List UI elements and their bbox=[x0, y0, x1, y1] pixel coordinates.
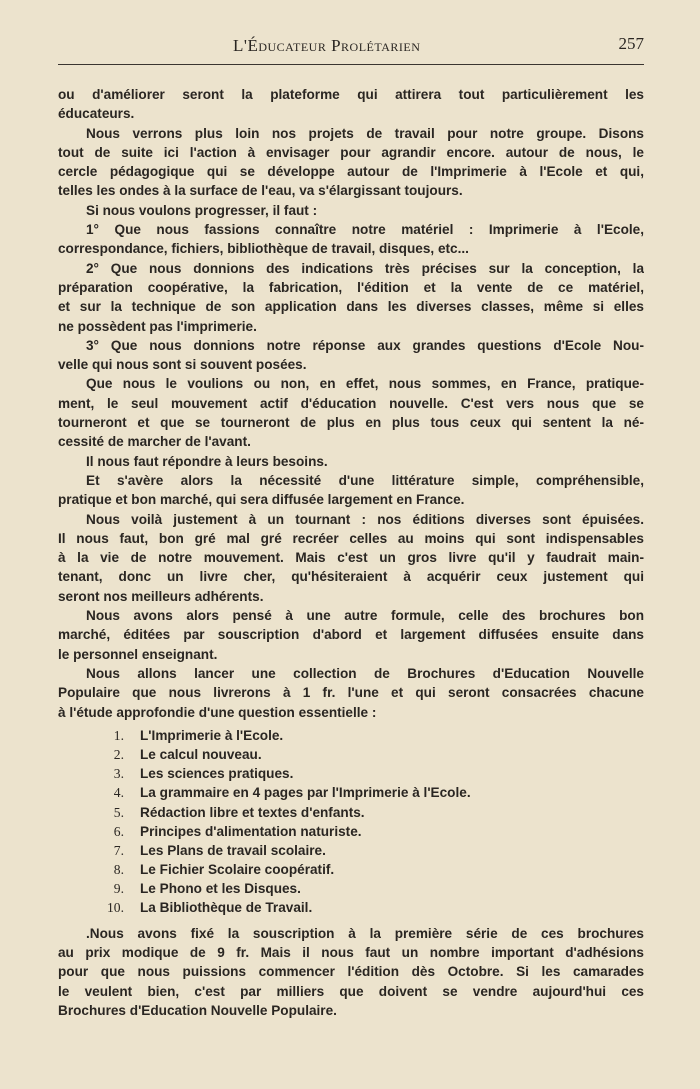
text-line: correspondance, fichiers, bibliothèque de travail, disques, etc... bbox=[58, 241, 469, 257]
text-line: Nous verrons plus loin nos projets de travail pour notre groupe. Disons bbox=[86, 125, 644, 141]
text-line: ne possèdent pas l'imprimerie. bbox=[58, 318, 257, 334]
text-line: Si nous voulons progresser, il faut : bbox=[86, 202, 318, 218]
text-line: le personnel enseignant. bbox=[58, 646, 218, 662]
paragraph bbox=[58, 201, 644, 220]
text-line: Il nous faut, bon gré mal gré recréer celles au moins qui sont indispensables bbox=[58, 530, 644, 546]
text-line: au prix modique de 9 fr. Mais il nous faut un nombre important d'adhésions bbox=[58, 944, 644, 960]
list-item-text: Le Fichier Scolaire coopératif. bbox=[140, 862, 335, 878]
paragraph bbox=[58, 374, 644, 451]
text-line: 3° Que nous donnions notre réponse aux grandes questions d'Ecole Nou- bbox=[86, 337, 644, 353]
list-item-number: 6. bbox=[113, 823, 124, 839]
text-line: à l'étude approfondie d'une question essentielle : bbox=[58, 704, 377, 720]
list-item-text: L'Imprimerie à l'Ecole. bbox=[140, 727, 284, 743]
list-item-number: 4. bbox=[113, 785, 124, 801]
paragraph bbox=[58, 664, 644, 722]
list-item-number: 5. bbox=[113, 804, 124, 820]
list-item-number: 8. bbox=[113, 862, 124, 878]
list-item bbox=[58, 726, 644, 745]
text-line: tenant, donc un livre cher, qu'hésiteraient à acquérir ceux justement qui bbox=[58, 569, 644, 585]
text-line: le veulent bien, c'est par milliers que doivent se vendre aujourd'hui ces bbox=[58, 983, 644, 999]
text-line: 2° Que nous donnions des indications très précises sur la conception, la bbox=[86, 260, 644, 276]
paragraph bbox=[58, 85, 644, 124]
list-item-number: 10. bbox=[107, 900, 124, 916]
list-item-text: Le Phono et les Disques. bbox=[140, 881, 301, 897]
page-body bbox=[58, 85, 644, 1020]
paragraph bbox=[58, 471, 644, 510]
text-line: 1° Que nous fassions connaître notre matériel : Imprimerie à l'Ecole, bbox=[86, 222, 644, 238]
list-item bbox=[58, 803, 644, 822]
numbered-list bbox=[58, 726, 644, 918]
page-header bbox=[58, 34, 644, 65]
text-line: à la vie de notre mouvement. Mais c'est un gros livre qu'il y faudrait main- bbox=[58, 550, 644, 566]
text-line: préparation coopérative, la fabrication, l'édition et la vente de ce matériel, bbox=[58, 279, 644, 295]
list-item-text: Rédaction libre et textes d'enfants. bbox=[140, 804, 365, 820]
list-item-text: Les Plans de travail scolaire. bbox=[140, 842, 326, 858]
text-line: Que nous le voulions ou non, en effet, nous sommes, en France, pratique- bbox=[86, 376, 644, 392]
list-item bbox=[58, 841, 644, 860]
list-item bbox=[58, 764, 644, 783]
page-number: 257 bbox=[618, 34, 644, 53]
text-line: tout de suite ici l'action à envisager pour agrandir encore. autour de nous, le bbox=[58, 144, 644, 160]
list-item-number: 1. bbox=[113, 727, 124, 743]
text-line: Populaire que nous livrerons à 1 fr. l'une et qui seront consacrées chacune bbox=[58, 685, 644, 701]
paragraph bbox=[58, 124, 644, 201]
text-line: et sur la technique de son application dans les diverses classes, même si elles bbox=[58, 299, 644, 315]
text-line: .Nous avons fixé la souscription à la première série de ces brochures bbox=[86, 925, 644, 941]
paragraph bbox=[58, 259, 644, 336]
text-line: Nous allons lancer une collection de Brochures d'Education Nouvelle bbox=[86, 665, 644, 681]
text-line: éducateurs. bbox=[58, 106, 135, 122]
text-line: Brochures d'Education Nouvelle Populaire. bbox=[58, 1002, 337, 1018]
list-item-text: La Bibliothèque de Travail. bbox=[140, 900, 313, 916]
list-item bbox=[58, 860, 644, 879]
text-line: velle qui nous sont si souvent posées. bbox=[58, 357, 307, 373]
list-item-number: 2. bbox=[113, 746, 124, 762]
text-line: cercle pédagogique qui se développe autour de l'Imprimerie à l'Ecole et qui, bbox=[58, 164, 644, 180]
text-line: cessité de marcher de l'avant. bbox=[58, 434, 251, 450]
list-item-number: 3. bbox=[113, 766, 124, 782]
paragraph bbox=[58, 220, 644, 259]
list-item-number: 9. bbox=[113, 881, 124, 897]
list-item-text: Les sciences pratiques. bbox=[140, 766, 294, 782]
paragraph bbox=[58, 336, 644, 375]
paragraph bbox=[58, 510, 644, 606]
text-line: Nous voilà justement à un tournant : nos éditions diverses sont épuisées. bbox=[86, 511, 644, 527]
list-item-text: La grammaire en 4 pages par l'Imprimerie à l'Ecole. bbox=[140, 785, 471, 801]
list-item bbox=[58, 783, 644, 802]
list-item-text: Le calcul nouveau. bbox=[140, 746, 262, 762]
text-line: Et s'avère alors la nécessité d'une littérature simple, compréhensible, bbox=[86, 472, 644, 488]
list-item bbox=[58, 879, 644, 898]
text-line: Nous avons alors pensé à une autre formule, celle des brochures bon bbox=[86, 608, 644, 624]
text-line: pratique et bon marché, qui sera diffusée largement en France. bbox=[58, 492, 465, 508]
text-line: ou d'améliorer seront la plateforme qui attirera tout particulièrement les bbox=[58, 87, 644, 102]
text-line: telles les ondes à la surface de l'eau, va s'élargissant toujours. bbox=[58, 183, 463, 199]
text-line: pour que nous puissions commencer l'édition dès Octobre. Si les camarades bbox=[58, 964, 644, 980]
list-item bbox=[58, 822, 644, 841]
list-item bbox=[58, 745, 644, 764]
paragraph bbox=[58, 452, 644, 471]
list-item-number: 7. bbox=[113, 842, 124, 858]
text-line: Il nous faut répondre à leurs besoins. bbox=[86, 453, 328, 469]
text-line: tourneront et que se tourneront de plus en plus tous ceux qui sentent la né- bbox=[58, 415, 644, 431]
paragraph bbox=[58, 606, 644, 664]
paragraph bbox=[58, 924, 644, 1020]
list-item-text: Principes d'alimentation naturiste. bbox=[140, 823, 362, 839]
text-line: ment, le seul mouvement actif d'éducation nouvelle. C'est vers nous que se bbox=[58, 395, 644, 411]
text-line: seront nos meilleurs adhérents. bbox=[58, 588, 264, 604]
text-line: marché, éditées par souscription d'abord et largement diffusées ensuite dans bbox=[58, 627, 644, 643]
list-item bbox=[58, 898, 644, 917]
running-title: L'Éducateur Prolétarien bbox=[233, 36, 421, 55]
